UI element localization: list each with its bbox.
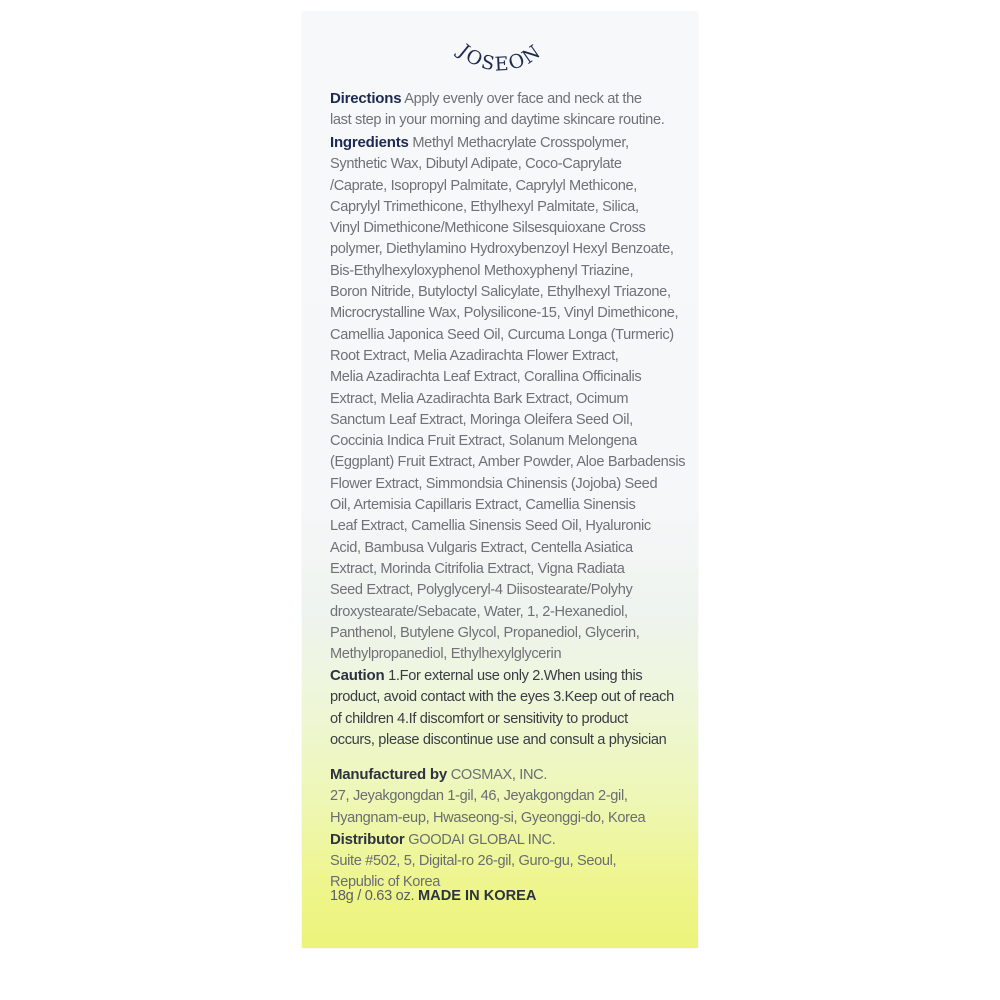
manufacturer-name: COSMAX, INC. [450,767,548,783]
ingredients-section [330,132,686,665]
ingredients-label: Ingredients [330,134,409,151]
distributor-line [330,829,676,851]
ingredients-line: (Eggplant) Fruit Extract, Amber Powder, Aloe Barbadensis [330,454,686,471]
ingredients-line: Boron Nitride, Butyloctyl Salicylate, Ethylhexyl Triazone, [330,284,671,301]
manufacturer-distributor-section [330,764,676,894]
ingredients-line: /Caprate, Isopropyl Palmitate, Caprylyl Methicone, [330,177,637,194]
distributor-address-line: Republic of Korea [330,874,441,891]
ingredients-line: Seed Extract, Polyglyceryl-4 Diisostearate/Polyhy [330,582,633,599]
ingredients-line: Bis-Ethylhexyloxyphenol Methoxyphenyl Triazine, [330,262,634,279]
manufacturer-address-line: Hyangnam-eup, Hwaseong-si, Gyeonggi-do, Korea [330,809,646,826]
ingredients-line: Microcrystalline Wax, Polysilicone-15, Vinyl Dimethicone, [330,305,679,322]
directions-text-part1: Apply evenly over face and neck at the [404,91,642,107]
ingredients-line: Methyl Methacrylate Crosspolymer, [412,135,629,151]
ingredients-line: Vinyl Dimethicone/Methicone Silsesquioxane Cross [330,220,646,237]
ingredients-line: Methylpropanediol, Ethylhexylglycerin [330,646,562,663]
caution-line: 1.For external use only 2.When using this [388,668,643,684]
net-weight-origin [330,888,536,904]
distributor-address-line: Suite #502, 5, Digital-ro 26-gil, Guro-gu, Seoul, [330,853,617,870]
directions-line [330,88,676,110]
ingredients-line: polymer, Diethylamino Hydroxybenzoyl Hexyl Benzoate, [330,241,674,258]
ingredients-line: Caprylyl Trimethicone, Ethylhexyl Palmitate, Silica, [330,198,639,215]
distributor-name: GOODAI GLOBAL INC. [408,831,556,848]
caution-section [330,665,676,751]
directions-label: Directions [330,90,402,107]
manufacturer-line [330,764,676,786]
ingredients-line: Sanctum Leaf Extract, Moringa Oleifera Seed Oil, [330,411,633,428]
ingredients-line: Acid, Bambusa Vulgaris Extract, Centella Asiatica [330,539,633,556]
ingredients-line: Root Extract, Melia Azadirachta Flower Extract, [330,347,619,364]
ingredients-line: Extract, Melia Azadirachta Bark Extract, Ocimum [330,390,629,407]
ingredients-line: Oil, Artemisia Capillaris Extract, Camellia Sinensis [330,497,636,514]
ingredients-line: Melia Azadirachta Leaf Extract, Corallina Officinalis [330,369,642,386]
ingredients-line: Panthenol, Butylene Glycol, Propanediol, Glycerin, [330,624,640,641]
ingredients-line: Leaf Extract, Camellia Sinensis Seed Oil, Hyaluronic [330,518,651,535]
ingredients-line: Synthetic Wax, Dibutyl Adipate, Coco-Caprylate [330,156,622,173]
brand-arc-text: JOSEON [453,39,547,76]
ingredients-line: Camellia Japonica Seed Oil, Curcuma Longa (Turmeric) [330,326,674,343]
product-box-back-panel [302,12,698,948]
manufacturer-address-line: 27, Jeyakgongdan 1-gil, 46, Jeyakgongdan 2-gil, [330,788,628,805]
ingredients-line: Extract, Morinda Citrifolia Extract, Vigna Radiata [330,560,625,577]
distributor-label: Distributor [330,830,405,848]
caution-first-line [330,665,676,687]
ingredients-first-line [330,132,676,154]
caution-line: product, avoid contact with the eyes 3.Keep out of reach [330,689,674,706]
ingredients-line: droxystearate/Sebacate, Water, 1, 2-Hexanediol, [330,603,628,620]
ingredients-line: Flower Extract, Simmondsia Chinensis (Jojoba) Seed [330,475,658,492]
manufacturer-label: Manufactured by [330,766,448,783]
caution-line: occurs, please discontinue use and consult a physician [330,731,667,748]
net-weight: 18g / 0.63 oz. [330,888,415,904]
caution-label: Caution [330,667,385,684]
directions-section [330,88,676,132]
directions-line: last step in your morning and daytime skincare routine. [330,112,665,129]
ingredients-line: Coccinia Indica Fruit Extract, Solanum Melongena [330,433,637,450]
caution-line: of children 4.If discomfort or sensitivity to product [330,710,628,727]
country-of-origin: MADE IN KOREA [418,888,537,904]
